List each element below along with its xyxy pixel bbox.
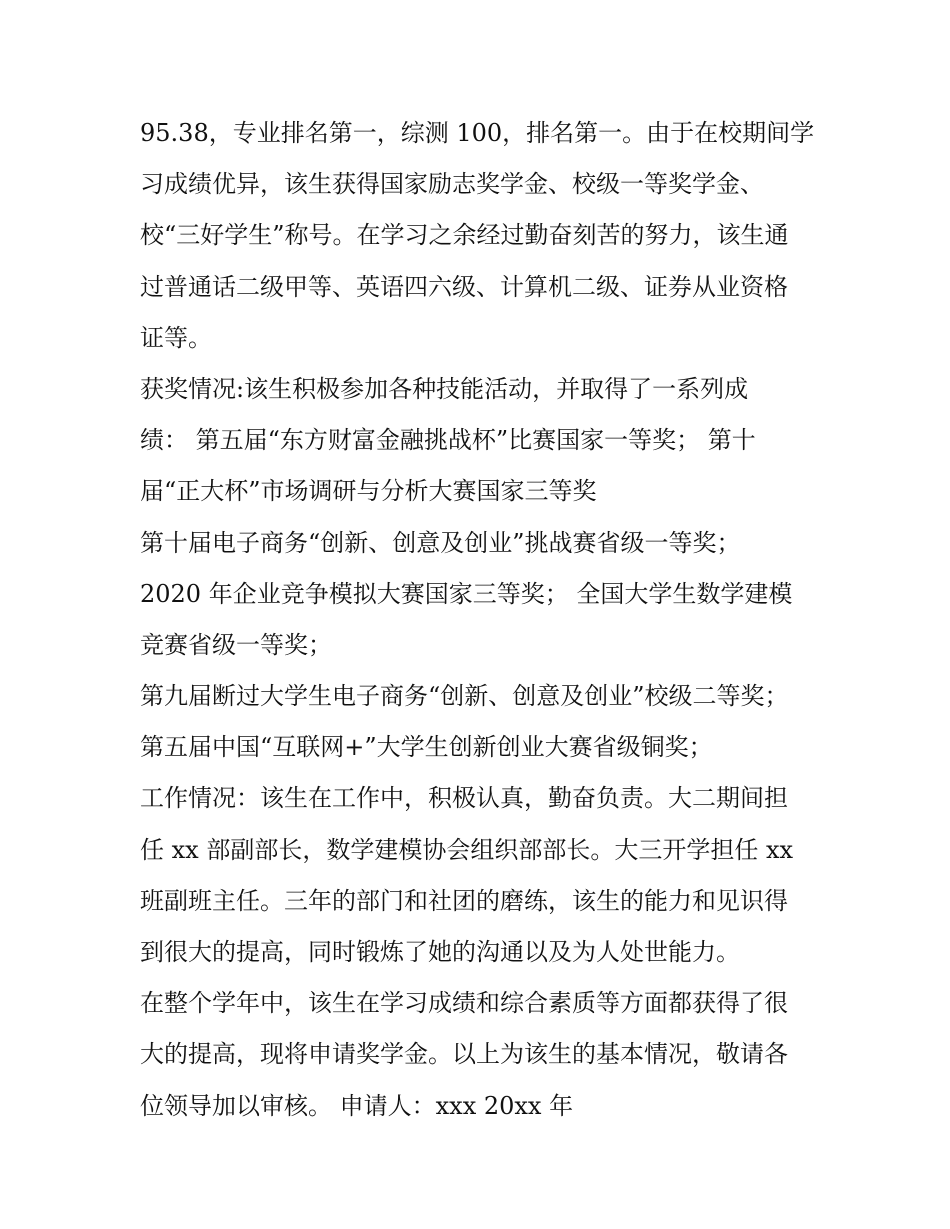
text-line-4: 过普通话二级甲等、英语四六级、计算机二级、证券从业资格 xyxy=(140,272,788,301)
text-line-9: 第十届电子商务“创新、创意及创业”挑战赛省级一等奖； xyxy=(140,528,741,557)
text-line-1: 95.38，专业排名第一，综测 100，排名第一。由于在校期间学 xyxy=(140,119,815,147)
text-line-13: 第五届中国“互联网+”大学生创新创业大赛省级铜奖； xyxy=(140,733,713,762)
text-line-18: 在整个学年中，该生在学习成绩和综合素质等方面都获得了很 xyxy=(140,989,788,1018)
text-line-10: 2020 年企业竞争模拟大赛国家三等奖； 全国大学生数学建模 xyxy=(140,579,793,608)
text-line-6: 获奖情况:该生积极参加各种技能活动，并取得了一系列成 xyxy=(140,374,749,403)
text-line-17: 到很大的提高，同时锻炼了她的沟通以及为人处世能力。 xyxy=(140,938,740,966)
text-line-7: 绩： 第五届“东方财富金融挑战杯”比赛国家一等奖； 第十 xyxy=(140,426,756,455)
text-line-19: 大的提高，现将申请奖学金。以上为该生的基本情况，敬请各 xyxy=(140,1040,788,1069)
text-line-3: 校“三好学生”称号。在学习之余经过勤奋刻苦的努力，该生通 xyxy=(140,221,789,250)
text-line-11: 竞赛省级一等奖； xyxy=(140,630,332,659)
text-line-20: 位领导加以审核。 申请人：xxx 20xx 年 xyxy=(140,1091,574,1120)
text-line-5: 证等。 xyxy=(140,323,212,352)
text-line-14: 工作情况：该生在工作中，积极认真，勤奋负责。大二期间担 xyxy=(140,784,788,813)
text-line-15: 任 xx 部副部长，数学建模协会组织部部长。大三开学担任 xx xyxy=(140,835,794,864)
text-line-12: 第九届断过大学生电子商务“创新、创意及创业”校级二等奖； xyxy=(140,682,789,711)
text-line-2: 习成绩优异，该生获得国家励志奖学金、校级一等奖学金、 xyxy=(140,170,764,199)
body-text xyxy=(140,108,820,1132)
text-line-8: 届“正大杯”市场调研与分析大赛国家三等奖 xyxy=(140,477,597,506)
text-line-16: 班副班主任。三年的部门和社团的磨练，该生的能力和见识得 xyxy=(140,886,788,915)
